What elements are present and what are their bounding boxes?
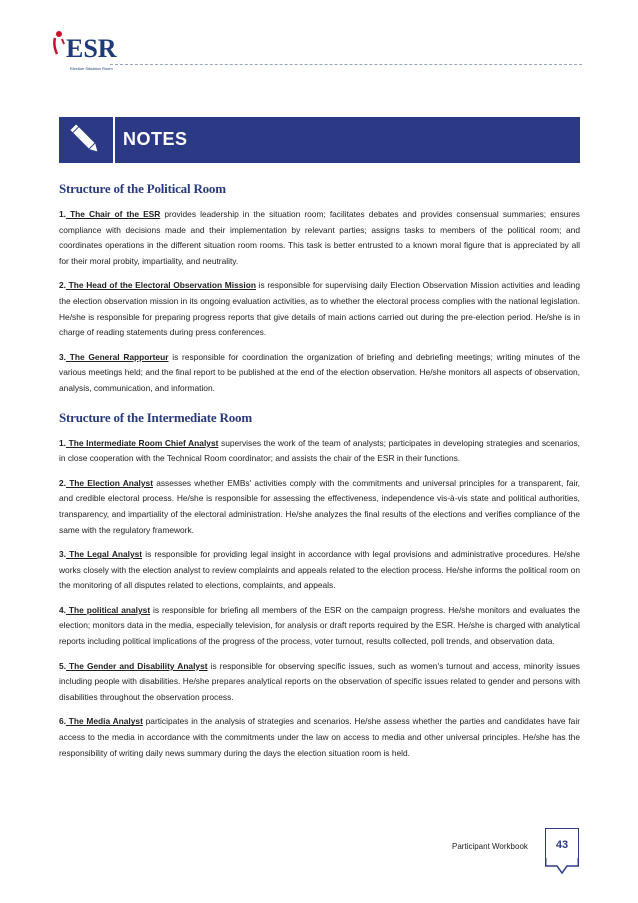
document-body xyxy=(59,181,580,770)
paragraph-media-analyst xyxy=(59,714,580,761)
footer-label: Participant Workbook xyxy=(452,842,528,851)
logo-subtitle: Election Situation Room xyxy=(70,66,113,71)
paragraph-election-analyst xyxy=(59,476,580,538)
item-text: provides leadership in the situation room; facilitates debates and provides consensual summaries; ensures compliance with decisions made and their implementation by relevant parties; assigns tasks to members of the political room; and coordinates operations in the different situation room rooms. This task is better entrusted to a known moral figure that is appreciated by all for their moral probity, impartiality, and neutrality. xyxy=(59,209,580,266)
item-number: 1. xyxy=(59,209,66,219)
item-lead: The Intermediate Room Chief Analyst xyxy=(66,437,219,448)
item-lead: The Media Analyst xyxy=(66,716,143,727)
section-title-political-room: Structure of the Political Room xyxy=(59,181,226,196)
item-text: assesses whether EMBs' activities comply with the commitments and universal principles for a transparent, fair, and credible electoral process. He/she is responsible for assessing the effectiveness, independence vis-à-vis state and political authorities, transparency, and impartiality of the electoral administration. He/she analyzes the final results of the elections and verifies compliance of the same with the regulatory framework. xyxy=(59,477,580,535)
item-number: 2. xyxy=(59,477,66,488)
paragraph-political-analyst xyxy=(59,603,580,650)
item-number: 4. xyxy=(59,604,66,615)
paragraph-chief-analyst xyxy=(59,436,580,467)
item-text: is responsible for briefing all members of the ESR on the campaign progress. He/she monitors and evaluates the election; monitors data in the media, especially television, for analysis or draft reports required by the ESR. He/she is charged with analytical reports including political implications of the progress of the process, voter turnout, results collected, poll trends, and observation data. xyxy=(59,604,580,647)
section-title-intermediate-room: Structure of the Intermediate Room xyxy=(59,409,252,425)
item-lead: The Gender and Disability Analyst xyxy=(66,660,208,671)
item-lead: The General Rapporteur xyxy=(66,351,169,362)
item-text: is responsible for providing legal insight in accordance with legal provisions and administrative procedures. He/she works closely with the election analyst to review complaints and appeals related to the election process. He/she informs the political room on the monitoring of all disputes related to elections, complaints, and appeals. xyxy=(59,549,580,591)
notes-icon-box xyxy=(59,117,115,163)
paragraph-gender-disability-analyst xyxy=(59,659,580,706)
item-text: participates in the analysis of strategies and scenarios. He/she assess whether the parties and candidates have fair access to the media in accordance with the commitments under the law on access to media and other universal principles. He/she has the responsibility of writing daily news summary during the days the election situation room is held. xyxy=(59,716,580,758)
item-number: 6. xyxy=(59,716,66,727)
paragraph-general-rapporteur xyxy=(59,350,580,397)
paragraph-chair-of-esr xyxy=(59,207,580,269)
page-number: 43 xyxy=(555,839,569,851)
item-text: supervises the work of the team of analysts; participates in developing strategies and scenarios, in close cooperation with the Technical Room coordinator; and assists the chair of the ESR in their functions. xyxy=(59,437,580,464)
item-lead: The political analyst xyxy=(66,604,151,615)
paragraph-head-of-mission xyxy=(59,278,580,340)
item-number: 2. xyxy=(59,280,66,291)
logo-text: ESR xyxy=(66,34,117,63)
esr-logo xyxy=(52,22,132,82)
item-text: is responsible for supervising daily Election Observation Mission activities and leading the election observation mission in its ongoing evaluation activities, as to whether the electoral process complies with the national legislation. He/she is responsible for preparing progress reports that give details of main actions carried out during the pre-election period. He/she is in charge of reading statements during press conferences. xyxy=(59,280,580,338)
pencil-icon xyxy=(59,117,113,163)
item-number: 3. xyxy=(59,351,66,362)
item-text: is responsible for coordination the organization of briefing and debriefing meetings; writing minutes of the various meetings held; and the final report to be published at the end of the election observation. He/she monitors all aspects of observation, analysis, communication, and information. xyxy=(59,351,580,393)
header-rule xyxy=(110,64,582,65)
item-number: 5. xyxy=(59,660,66,671)
paragraph-legal-analyst xyxy=(59,547,580,594)
item-lead: The Legal Analyst xyxy=(66,549,143,560)
item-number: 1. xyxy=(59,437,66,448)
page-tab-notch xyxy=(545,858,579,874)
item-lead: The Head of the Electoral Observation Mission xyxy=(66,280,256,291)
item-text: is responsible for observing specific issues, such as women's turnout and access, minority issues including people with disabilities. He/she prepares analytical reports on the observation of specific issues related to gender and persons with disabilities throughout the observation process. xyxy=(59,660,580,702)
item-lead: The Election Analyst xyxy=(66,477,153,488)
notes-title: NOTES xyxy=(123,129,188,149)
item-lead: The Chair of the ESR xyxy=(66,209,161,219)
item-number: 3. xyxy=(59,549,66,560)
logo-mark-icon xyxy=(52,30,66,56)
notes-banner xyxy=(59,117,580,163)
